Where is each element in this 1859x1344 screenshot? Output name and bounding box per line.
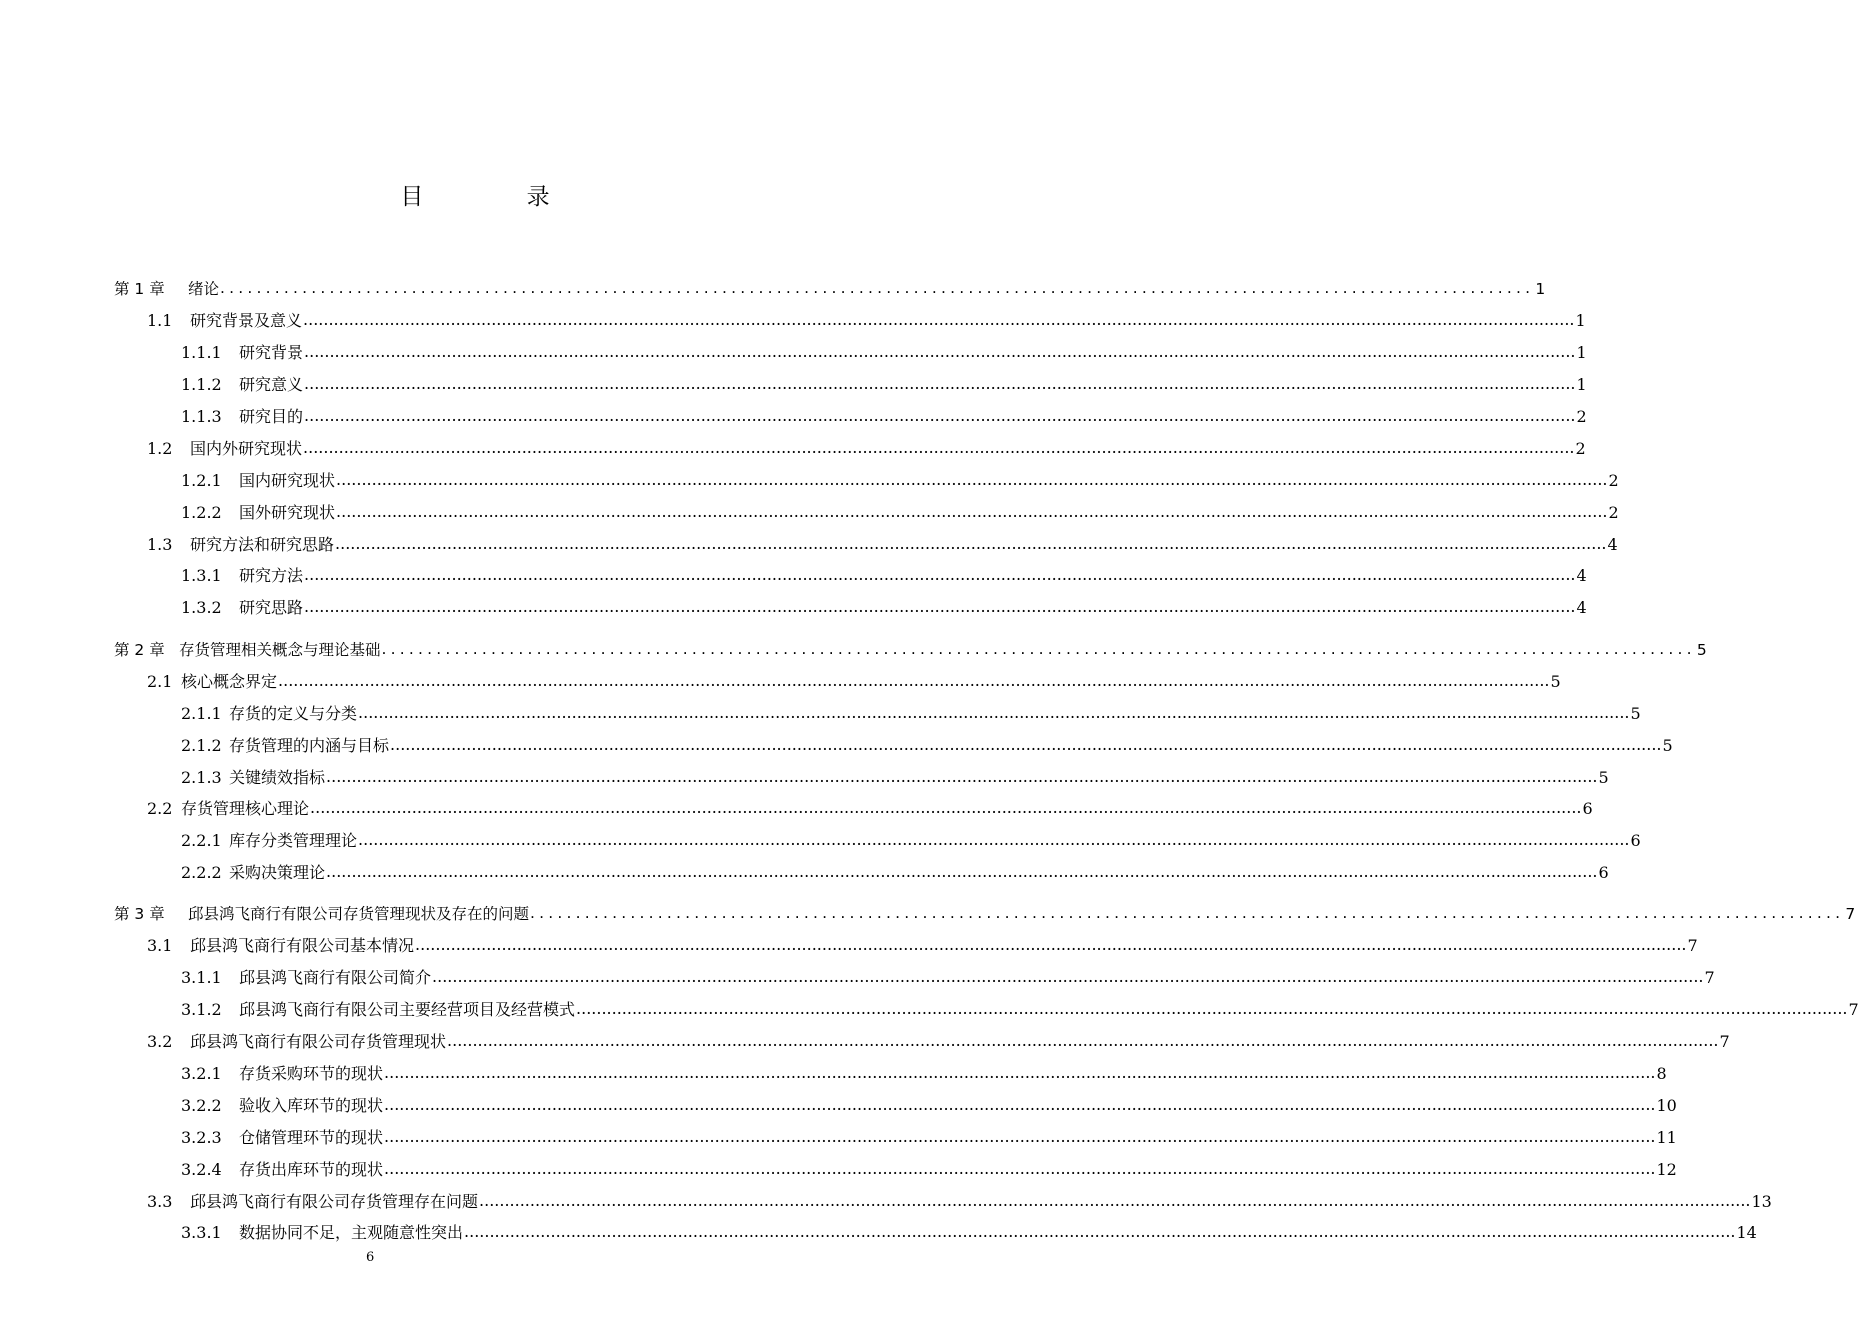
toc-leader-dots: .......................................................................................................................................................................................................................................................... [336,470,1608,489]
toc-entry-number: 1.1.2 [181,375,222,394]
toc-entry-number: 1.2.2 [181,503,222,522]
toc-leader-dots: .......................................................................................................................................................................................................................................................... [336,502,1608,521]
toc-entry[interactable] [181,1063,1667,1085]
toc-entry-number: 第 1 章 [114,280,165,298]
toc-entry-page: 6 [1630,831,1641,850]
toc-entry[interactable] [181,735,1673,757]
toc-entry[interactable] [181,999,1859,1021]
toc-entry-page: 2 [1608,503,1619,522]
toc-entry-page: 7 [1704,968,1715,987]
toc-entry-label: 研究背景及意义 [190,311,303,330]
toc-entry-page: 14 [1736,1223,1757,1242]
toc-entry-page: 6 [1582,799,1593,818]
toc-leader-dots: .......................................................................................................................................................................................................................................................... [384,1063,1656,1082]
toc-entry[interactable] [114,639,1707,661]
toc-entry[interactable] [147,1031,1730,1053]
toc-leader-dots: .......................................................................................................................................................................................................................................................... [304,565,1576,584]
toc-entry-number: 3.1.2 [181,1000,222,1019]
toc-entry-number: 1.3.2 [181,598,222,617]
toc-entry[interactable] [181,406,1587,428]
footer-page-number: 6 [366,1250,375,1265]
toc-entry[interactable] [147,671,1561,693]
toc-entry-label: 研究方法和研究思路 [190,535,335,554]
toc-entry-label: 国外研究现状 [239,503,336,522]
toc-entry[interactable] [181,1159,1677,1181]
toc-entry-label: 存货出库环节的现状 [239,1160,384,1179]
toc-entry-label: 邱县鸿飞商行有限公司简介 [239,968,432,987]
toc-entry[interactable] [181,1127,1677,1149]
toc-entry[interactable] [147,310,1586,332]
toc-leader-dots: .......................................................................................................................................................................................................................................................... [447,1031,1719,1050]
toc-entry[interactable] [181,502,1619,524]
toc-leader-dots: .......................................................................................................................................................................................................................................................... [464,1222,1736,1241]
toc-entry-number: 3.1 [147,936,173,955]
toc-entry-number: 1.3.1 [181,566,222,585]
toc-entry-number: 1.1.3 [181,407,222,426]
toc-entry[interactable] [147,935,1698,957]
toc-entry-page: 7 [1687,936,1698,955]
toc-entry-number: 1.3 [147,535,173,554]
toc-entry-label: 研究目的 [239,407,304,426]
toc-entry-label: 邱县鸿飞商行有限公司主要经营项目及经营模式 [239,1000,576,1019]
toc-leader-dots: .......................................................................................................................................................................................................................................................... [384,1159,1656,1178]
toc-entry-label: 研究方法 [239,566,304,585]
toc-entry-page: 7 [1845,905,1856,923]
toc-entry-label: 存货采购环节的现状 [239,1064,384,1083]
toc-entry-number: 1.1.1 [181,343,222,362]
toc-leader-dots: .......................................................................................................................................................................................................................................................... [310,798,1582,817]
toc-entry-page: 5 [1662,736,1673,755]
toc-entry-page: 1 [1576,375,1587,394]
toc-entry-number: 1.2.1 [181,471,222,490]
toc-entry-number: 3.2 [147,1032,173,1051]
toc-entry-label: 验收入库环节的现状 [239,1096,384,1115]
toc-entry-number: 2.1.3 [181,768,222,787]
toc-leader-dots: ................................................................................................................................................ [530,904,1845,922]
toc-entry-label: 国内研究现状 [239,471,336,490]
toc-entry-label: 邱县鸿飞商行有限公司存货管理存在问题 [190,1192,479,1211]
toc-entry-page: 11 [1656,1128,1677,1147]
toc-leader-dots: .......................................................................................................................................................................................................................................................... [303,310,1575,329]
toc-entry-label: 邱县鸿飞商行有限公司存货管理现状及存在的问题 [188,905,530,923]
toc-entry-number: 1.2 [147,439,173,458]
toc-entry[interactable] [181,597,1587,619]
toc-entry[interactable] [181,470,1619,492]
toc-entry-page: 4 [1576,566,1587,585]
toc-entry[interactable] [147,438,1586,460]
toc-entry-page: 5 [1550,672,1561,691]
toc-entry-number: 2.2.1 [181,831,222,850]
toc-entry-label: 邱县鸿飞商行有限公司基本情况 [190,936,415,955]
toc-entry[interactable] [181,703,1641,725]
toc-entry-page: 4 [1576,598,1587,617]
toc-entry-page: 2 [1576,407,1587,426]
toc-entry[interactable] [181,830,1641,852]
toc-entry-number: 2.1.1 [181,704,222,723]
toc-entry-number: 2.2.2 [181,863,222,882]
toc-leader-dots: .......................................................................................................................................................................................................................................................... [384,1127,1656,1146]
toc-entry-number: 3.2.2 [181,1096,222,1115]
toc-entry-label: 存货的定义与分类 [229,704,358,723]
toc-leader-dots: .......................................................................................................................................................................................................................................................... [303,438,1575,457]
toc-entry-page: 4 [1607,535,1618,554]
toc-leader-dots: .......................................................................................................................................................................................................................................................... [358,830,1630,849]
toc-entry-label: 数据协同不足，主观随意性突出 [239,1223,464,1242]
toc-entry[interactable] [147,798,1593,820]
toc-entry-label: 核心概念界定 [181,672,278,691]
toc-entry[interactable] [181,342,1587,364]
toc-entry-label: 绪论 [188,280,220,298]
toc-entry-label: 存货管理相关概念与理论基础 [179,641,381,659]
toc-leader-dots: .......................................................................................................................................................................................................................................................... [304,597,1576,616]
toc-entry[interactable] [181,1095,1677,1117]
toc-leader-dots: .......................................................................................................................................................................................................................................................... [335,534,1607,553]
toc-leader-dots: .......................................................................................................................................................................................................................................................... [326,862,1598,881]
toc-entry-page: 1 [1576,343,1587,362]
toc-entry-number: 第 3 章 [114,905,165,923]
toc-leader-dots: .......................................................................................................................................................................................................................................................... [358,703,1630,722]
toc-leader-dots: .......................................................................................................................................................................................................................................................... [278,671,1550,690]
toc-entry-number: 3.3.1 [181,1223,222,1242]
toc-entry-label: 邱县鸿飞商行有限公司存货管理现状 [190,1032,447,1051]
toc-entry-number: 3.1.1 [181,968,222,987]
toc-entry[interactable] [114,278,1546,300]
toc-entry-label: 仓储管理环节的现状 [239,1128,384,1147]
toc-leader-dots: .......................................................................................................................................................................................................................................................... [384,1095,1656,1114]
toc-entry-label: 存货管理核心理论 [181,799,310,818]
toc-leader-dots: .......................................................................................................................................................................................................................................................... [390,735,1662,754]
toc-entry-label: 库存分类管理理论 [229,831,358,850]
toc-leader-dots: .......................................................................................................................................................................................................................................................... [415,935,1687,954]
toc-entry-page: 5 [1696,641,1707,659]
toc-entry-number: 3.2.1 [181,1064,222,1083]
toc-entry[interactable] [181,767,1609,789]
toc-leader-dots: .......................................................................................................................................................................................................................................................... [479,1191,1751,1210]
toc-entry-label: 研究背景 [239,343,304,362]
toc-entry-page: 12 [1656,1160,1677,1179]
toc-leader-dots: .......................................................................................................................................................................................................................................................... [326,767,1598,786]
toc-leader-dots: .......................................................................................................................................................................................................................................................... [304,342,1576,361]
toc-entry[interactable] [147,534,1618,556]
toc-leader-dots: ................................................................................................................................................ [220,279,1535,297]
toc-entry[interactable] [181,1222,1757,1244]
toc-entry-page: 2 [1575,439,1586,458]
toc-entry-page: 5 [1630,704,1641,723]
toc-entry-page: 8 [1656,1064,1667,1083]
toc-entry[interactable] [181,374,1587,396]
toc-leader-dots: .......................................................................................................................................................................................................................................................... [576,999,1848,1018]
toc-entry-page: 2 [1608,471,1619,490]
toc-entry-label: 国内外研究现状 [190,439,303,458]
toc-entry-page: 7 [1719,1032,1730,1051]
toc-entry-page: 1 [1535,280,1546,298]
toc-entry-page: 7 [1848,1000,1859,1019]
toc-entry[interactable] [181,862,1609,884]
toc-leader-dots: .......................................................................................................................................................................................................................................................... [304,374,1576,393]
page-title: 目 录 [400,184,598,210]
toc-entry-number: 第 2 章 [114,641,165,659]
toc-leader-dots: .......................................................................................................................................................................................................................................................... [304,406,1576,425]
toc-leader-dots: ................................................................................................................................................ [381,640,1696,658]
toc-entry[interactable] [181,967,1715,989]
toc-entry-label: 存货管理的内涵与目标 [229,736,390,755]
toc-entry-number: 2.2 [147,799,173,818]
toc-entry[interactable] [114,903,1856,925]
toc-entry-label: 关键绩效指标 [229,768,326,787]
toc-entry-page: 10 [1656,1096,1677,1115]
toc-entry-number: 3.2.3 [181,1128,222,1147]
toc-entry-page: 13 [1751,1192,1772,1211]
toc-entry-label: 采购决策理论 [229,863,326,882]
toc-entry[interactable] [147,1191,1772,1213]
toc-entry-number: 3.3 [147,1192,173,1211]
toc-entry-number: 1.1 [147,311,173,330]
toc-entry-page: 5 [1598,768,1609,787]
toc-leader-dots: .......................................................................................................................................................................................................................................................... [432,967,1704,986]
toc-entry-number: 3.2.4 [181,1160,222,1179]
toc-entry[interactable] [181,565,1587,587]
toc-entry-page: 1 [1575,311,1586,330]
toc-entry-label: 研究思路 [239,598,304,617]
toc-entry-number: 2.1 [147,672,173,691]
toc-entry-label: 研究意义 [239,375,304,394]
toc-entry-page: 6 [1598,863,1609,882]
toc-entry-number: 2.1.2 [181,736,222,755]
